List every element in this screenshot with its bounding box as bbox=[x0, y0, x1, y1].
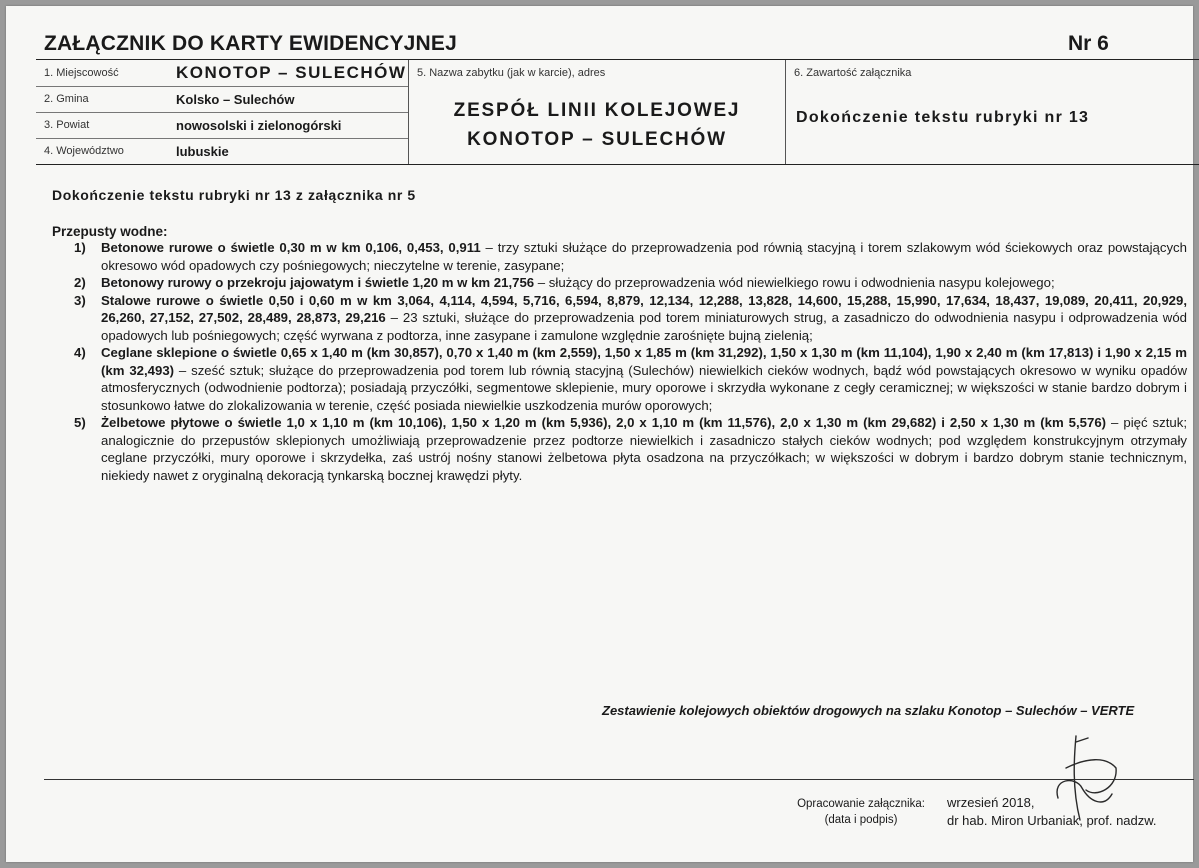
document-title: ZAŁĄCZNIK DO KARTY EWIDENCYJNEJ bbox=[44, 32, 458, 55]
prepared-label: Opracowanie załącznika: bbox=[797, 798, 925, 810]
monument-name-cell bbox=[409, 60, 786, 164]
prepared-sub-label: (data i podpis) bbox=[824, 814, 898, 826]
monument-name-line2: KONOTOP – SULECHÓW bbox=[467, 129, 727, 150]
item-text: – pięć sztuk; analogicznie do przepustów sklepionych umożliwiają przeprowadzenie przez podtorze niewielkich i zasadniczo stałych cieków wodnych; pod względem konstrukcyjnym otrzymały ceglane przyczółki, mury oporowe i skrzydełka, zaś ustrój nośny stanowi żelbetowa płyta osadzona na przyczółkach; w większości w dobrym i bardzo dobrym stanie technicznym, niekiedy nawet z oryginalną dekoracją tynkarską bocznej krawędzi płyty. bbox=[101, 415, 1187, 483]
field-value: KONOTOP – SULECHÓW bbox=[176, 63, 407, 82]
attachment-number: Nr 6 bbox=[1068, 32, 1109, 55]
item-text: – trzy sztuki służące do przeprowadzenia pod równią stacyjną i torem szlakowym wód ściekowych oraz powstających okresowo wód opadowych czy pośniegowych; nieczytelne w terenie, zasypane; bbox=[101, 240, 1187, 273]
field-label: 3. Powiat bbox=[44, 119, 90, 131]
culvert-list bbox=[52, 239, 1187, 484]
item-number: 3) bbox=[74, 292, 86, 308]
field-value: lubuskie bbox=[176, 144, 229, 159]
contents-cell bbox=[786, 60, 1199, 164]
list-item bbox=[52, 344, 1187, 414]
field-value: Kolsko – Sulechów bbox=[176, 92, 295, 107]
field-row-miejscowosc bbox=[36, 60, 408, 87]
item-heading: Żelbetowe płytowe o świetle 1,0 x 1,10 m (km 10,106), 1,50 x 1,20 m (km 5,936), 2,0 x 1,10 m (km 11,576), 2,0 x 1,30 m (km 29,682) i 2,50 x 1,30 m (km 5,576) bbox=[101, 415, 1107, 430]
field-label: 2. Gmina bbox=[44, 93, 89, 105]
prepared-author: dr hab. Miron Urbaniak, prof. nadzw. bbox=[947, 813, 1157, 828]
contents-label: 6. Zawartość załącznika bbox=[794, 67, 912, 79]
item-heading: Ceglane sklepione o świetle 0,65 x 1,40 m (km 30,857), 0,70 x 1,40 m (km 2,559), 1,50 x 1,85 m (km 31,292), 1,50 x 1,30 m (km 11,104), 1,90 x 2,40 m (km 17,813) i 1,90 x 2,15 m (km 32,493) bbox=[101, 345, 1187, 378]
field-label: 1. Miejscowość bbox=[44, 67, 119, 79]
item-text: – 23 sztuki, służące do przeprowadzenia pod torem miniaturowych strug, a zasadniczo do odwodnienia nasypu i odprowadzenia wód opadowych lub pośniegowych; część wyrwana z podtorza, inne zasypane i zamulone względnie zarośnięte bujną zielenią; bbox=[101, 310, 1187, 343]
handwritten-signature bbox=[1046, 728, 1126, 838]
monument-name-line1: ZESPÓŁ LINII KOLEJOWEJ bbox=[453, 100, 741, 121]
footer-divider bbox=[44, 779, 1194, 780]
item-text: – służący do przeprowadzenia wód niewielkiego rowu i odwodnienia nasypu kolejowego; bbox=[534, 275, 1055, 290]
verte-note: Zestawienie kolejowych obiektów drogowych na szlaku Konotop – Sulechów – VERTE bbox=[602, 703, 1135, 718]
item-heading: Stalowe rurowe o świetle 0,50 i 0,60 m w km 3,064, 4,114, 4,594, 5,716, 6,594, 8,879, 12,134, 12,288, 13,828, 14,600, 15,288, 15,990, 17,634, 18,437, 19,089, 20,411, 20,929, 26,260, 27,152, 27,502, 28,489, 28,873, 29,216 bbox=[101, 292, 1187, 325]
item-number: 4) bbox=[74, 345, 86, 360]
field-value: nowosolski i zielonogórski bbox=[176, 118, 342, 133]
item-number: 1) bbox=[74, 240, 86, 255]
list-item bbox=[52, 239, 1187, 274]
section-lead: Przepusty wodne: bbox=[52, 224, 168, 239]
item-heading: Betonowy rurowy o przekroju jajowatym i świetle 1,20 m w km 21,756 bbox=[101, 275, 535, 290]
monument-name bbox=[409, 96, 785, 154]
section-title: Dokończenie tekstu rubryki nr 13 z załącznika nr 5 bbox=[52, 187, 416, 203]
location-fields bbox=[36, 60, 409, 164]
document-sheet bbox=[6, 6, 1193, 862]
item-heading: Betonowe rurowe o świetle 0,30 m w km 0,106, 0,453, 0,911 bbox=[101, 240, 481, 255]
field-row-gmina bbox=[36, 86, 408, 113]
field-row-powiat bbox=[36, 112, 408, 139]
prepared-by-label bbox=[796, 796, 926, 828]
item-text: – sześć sztuk; służące do przeprowadzenia pod torem lub równią stacyjną (Sulechów) niewielkich cieków wodnych, bądź wód powstających okresowo w wyniku opadów atmosferycznych (odwodnienie podtorza); posiadają przyczółki, segmentowe sklepienie, mury oporowe i skrzydła wykonane z cegły ceramicznej; w większości w stanie bardzo dobrym i stosunkowo łatwe do zlokalizowania w terenie, część posiada niewielkie uszkodzenia murów oporowych; bbox=[101, 362, 1187, 413]
monument-label: 5. Nazwa zabytku (jak w karcie), adres bbox=[417, 67, 606, 79]
item-number: 5) bbox=[74, 415, 86, 430]
list-item bbox=[52, 414, 1187, 484]
field-row-wojewodztwo bbox=[36, 138, 408, 164]
prepared-date: wrzesień 2018, bbox=[947, 795, 1035, 810]
header-table bbox=[36, 59, 1199, 165]
list-item bbox=[52, 274, 1187, 292]
field-label: 4. Województwo bbox=[44, 145, 124, 157]
list-item bbox=[52, 292, 1187, 345]
contents-value: Dokończenie tekstu rubryki nr 13 bbox=[796, 109, 1090, 126]
item-number: 2) bbox=[74, 275, 86, 290]
